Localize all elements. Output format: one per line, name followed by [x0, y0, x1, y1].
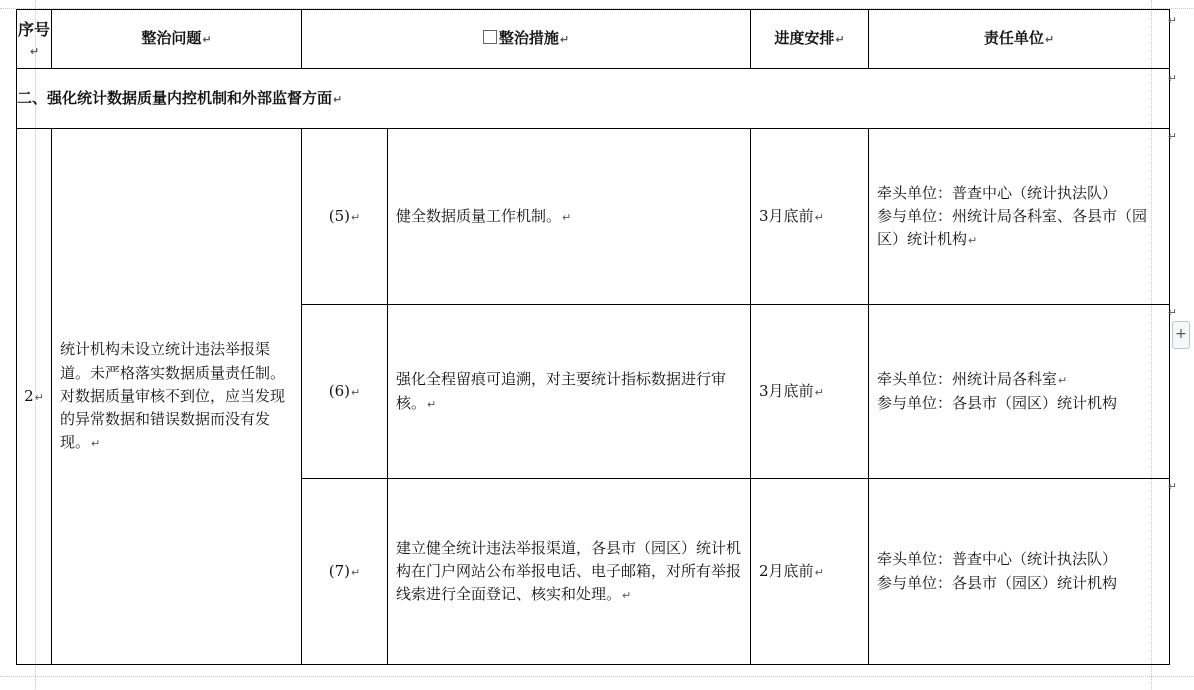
header-measure[interactable]: 整治措施↵ [302, 10, 751, 69]
checkbox-icon [483, 30, 497, 44]
unit-cell[interactable] [869, 305, 1170, 479]
measure-cell[interactable]: 建立健全统计违法举报渠道，各县市（园区）统计机构在门户网站公布举报电话、电子邮箱，对所有举报线索进行全面登记、核实和处理。↵ [388, 479, 751, 665]
header-schedule[interactable]: 进度安排↵ [751, 10, 869, 69]
row-number-cell[interactable]: 2↵ [17, 129, 52, 665]
header-unit[interactable]: 责任单位↵ [869, 10, 1170, 69]
row-end-mark: ↵ [1167, 306, 1177, 319]
measure-cell[interactable]: 健全数据质量工作机制。↵ [388, 129, 751, 305]
row-end-mark: ↵ [1167, 130, 1177, 143]
rectification-table[interactable] [16, 9, 1170, 665]
unit-cell[interactable] [869, 479, 1170, 665]
lead-unit: 牵头单位：州统计局各科室↵ [877, 370, 1068, 389]
schedule-cell[interactable]: 3月底前↵ [751, 129, 869, 305]
row-end-mark: ↵ [1167, 72, 1177, 85]
header-issue[interactable]: 整治问题↵ [52, 10, 302, 69]
section-title[interactable]: 二、强化统计数据质量内控机制和外部监督方面↵ [17, 69, 1170, 129]
row-end-mark: ↵ [1167, 480, 1177, 493]
add-row-button[interactable]: + [1172, 321, 1190, 349]
measure-index-cell[interactable]: (7)↵ [302, 479, 388, 665]
margin-guide-bottom [0, 676, 1194, 677]
header-seq[interactable]: 序号↵ [17, 10, 52, 69]
measure-index-cell[interactable]: (5)↵ [302, 129, 388, 305]
lead-unit: 牵头单位：普查中心（统计执法队） [877, 183, 1118, 202]
lead-unit: 牵头单位：普查中心（统计执法队） [877, 550, 1118, 569]
participate-unit: 参与单位：各县市（园区）统计机构 [877, 573, 1118, 592]
schedule-cell[interactable]: 3月底前↵ [751, 305, 869, 479]
participate-unit: 参与单位：州统计局各科室、各县市（园区）统计机构↵ [877, 206, 1148, 249]
schedule-cell[interactable]: 2月底前↵ [751, 479, 869, 665]
row-end-mark: ↵ [1167, 14, 1177, 27]
participate-unit: 参与单位：各县市（园区）统计机构 [877, 393, 1118, 412]
table-row [17, 129, 1170, 305]
unit-cell[interactable] [869, 129, 1170, 305]
measure-index-cell[interactable]: (6)↵ [302, 305, 388, 479]
section-row [17, 69, 1170, 129]
header-row [17, 10, 1170, 69]
issue-cell[interactable]: 统计机构未设立统计违法举报渠道。未严格落实数据质量责任制。对数据质量审核不到位，应当发现的异常数据和错误数据而没有发现。↵ [52, 129, 302, 665]
measure-cell[interactable]: 强化全程留痕可追溯，对主要统计指标数据进行审核。↵ [388, 305, 751, 479]
